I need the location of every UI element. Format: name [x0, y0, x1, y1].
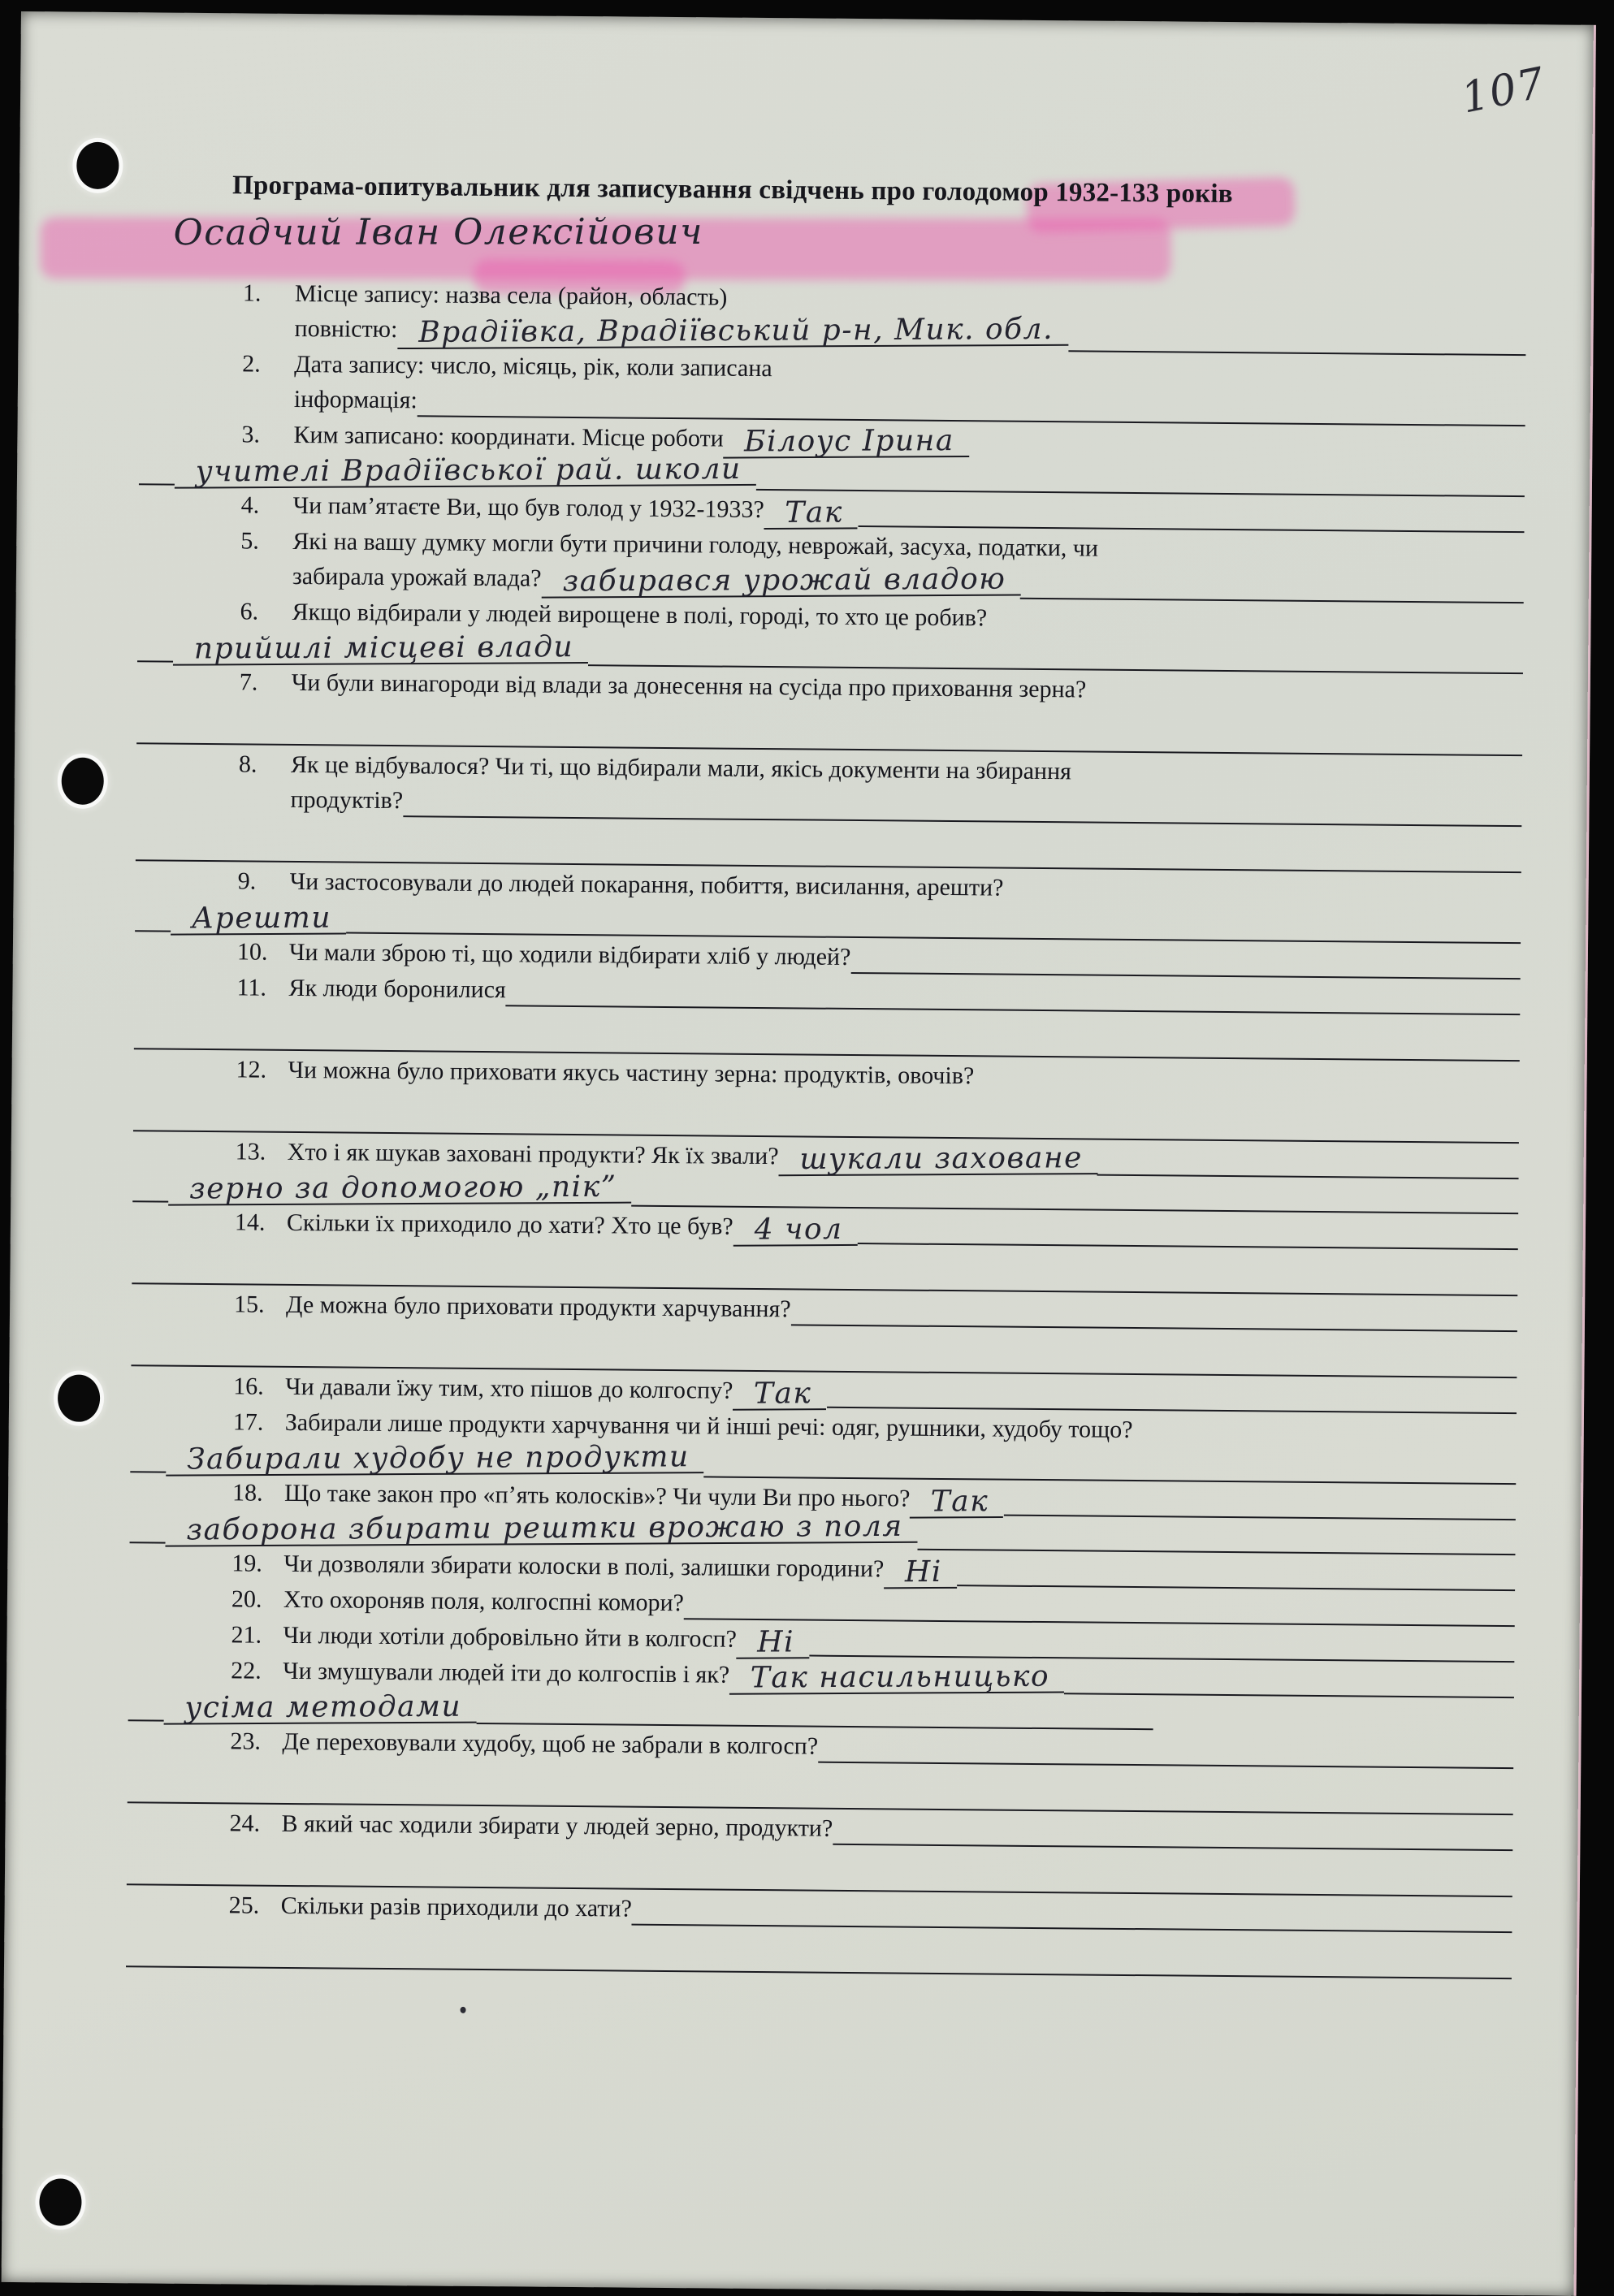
question-text: Чи люди хотіли добровільно йти в колгосп?: [283, 1621, 738, 1653]
question-block: [127, 1804, 1513, 1897]
question-list: [126, 274, 1526, 1979]
handwritten-answer: прийшлі місцеві влади: [173, 633, 588, 666]
question-number: 24.: [229, 1810, 261, 1837]
question-number: 23.: [230, 1727, 262, 1755]
handwritten-answer: Ні: [884, 1558, 957, 1589]
handwritten-answer: усіма методами: [163, 1693, 476, 1725]
document-title: Програма-опитувальник для записування свідчень про голодомор 1932-133 років: [231, 171, 1233, 210]
handwritten-answer: Ні: [737, 1628, 810, 1658]
question-number: 22.: [231, 1657, 262, 1684]
question-number: 15.: [233, 1291, 265, 1318]
handwritten-answer: зерно за допомогою „пік”: [168, 1173, 632, 1206]
question-text: Місце запису: назва села (район, область): [294, 279, 728, 311]
question-text: Хто охороняв поля, колгоспні комори?: [283, 1585, 685, 1617]
answer-line: [818, 1761, 1513, 1769]
form-content: [126, 168, 1527, 1980]
question-text: Чи були винагороди від влади за донесення на сусіда про приховання зерна?: [291, 668, 1087, 703]
answer-line: [132, 1200, 168, 1202]
handwritten-answer: Так насильницько: [729, 1663, 1064, 1695]
handwritten-answer: Так: [764, 498, 858, 530]
handwritten-answer: Забирали худобу не продукти: [166, 1442, 704, 1476]
ink-speck: [461, 2007, 466, 2013]
question-block: [140, 274, 1526, 356]
question-number: 2.: [242, 350, 261, 378]
question-block: [130, 1403, 1517, 1485]
answer-line: [130, 1541, 166, 1543]
punch-hole: [39, 2178, 82, 2225]
question-text: Якщо відбирали у людей вирощене в полі, городі, то хто це робив?: [292, 598, 988, 632]
question-text: Забирали лише продукти харчування чи й інші речі: одяг, рушники, худобу тощо?: [284, 1408, 1133, 1444]
handwritten-answer: Врадіївка, Врадіївський р-н, Мик. обл.: [397, 315, 1068, 349]
answer-line: [790, 1323, 1517, 1332]
question-block: [132, 1203, 1518, 1296]
question-block: [128, 1722, 1514, 1815]
question-text: Хто і як шукав заховані продукти? Як їх звали?: [287, 1138, 779, 1170]
answer-line: [403, 815, 1521, 827]
question-number: 18.: [231, 1479, 263, 1507]
question-block: [128, 1651, 1515, 1733]
question-number: 9.: [237, 867, 257, 895]
question-number: 21.: [231, 1621, 262, 1649]
question-number: 20.: [231, 1585, 262, 1613]
answer-line: [135, 929, 171, 932]
question-block: [126, 1886, 1512, 1979]
question-text: Дата запису: число, місяць, рік, коли записана: [294, 350, 772, 383]
question-text: продуктів?: [290, 785, 404, 815]
handwritten-answer: шукали заховане: [778, 1144, 1097, 1176]
question-number: 14.: [234, 1209, 266, 1236]
question-text: Ким записано: координати. Місце роботи: [293, 421, 724, 452]
answer-line: [833, 1843, 1512, 1851]
punch-hole: [61, 757, 104, 804]
answer-line: [126, 1965, 1512, 1979]
answer-blank-line: [126, 1932, 1512, 1979]
question-block: [130, 1473, 1517, 1555]
questionnaire-page: [2, 11, 1596, 2296]
question-text: забирала урожай влада?: [292, 562, 542, 592]
question-text: Скільки разів приходили до хати?: [280, 1892, 632, 1922]
handwritten-answer: 4 чол: [733, 1215, 857, 1247]
question-text: Чи дозволяли збирати колоски в полі, залишки городини?: [283, 1550, 885, 1583]
answer-line: [130, 1470, 166, 1472]
answer-line: [128, 1719, 164, 1721]
question-text: повністю:: [294, 314, 398, 344]
question-block: [132, 1132, 1519, 1214]
handwritten-answer: Арешти: [171, 904, 346, 936]
question-number: 5.: [240, 527, 259, 555]
question-number: 17.: [232, 1408, 264, 1436]
question-text: В який час ходили збирати у людей зерно, продукти?: [281, 1810, 833, 1842]
handwritten-answer: Так: [910, 1487, 1004, 1519]
question-text: Чи пам’ятаєте Ви, що був голод у 1932-1933?: [292, 491, 764, 524]
question-block: [137, 592, 1524, 674]
question-block: [136, 745, 1522, 873]
question-block: [136, 663, 1523, 756]
question-text: Де можна було приховати продукти харчування?: [285, 1291, 791, 1323]
answer-line: [139, 482, 175, 485]
question-text: Як це відбувалося? Чи ті, що відбирали мали, якісь документи на збирання: [290, 750, 1072, 785]
question-text: Чи змушували людей іти до колгоспів і як?: [283, 1657, 730, 1688]
handwritten-answer: Так: [733, 1379, 827, 1411]
question-text: Як люди боронилися: [288, 974, 506, 1004]
question-block: [139, 415, 1525, 497]
question-block: [140, 344, 1526, 426]
question-text: Чи мали зброю ті, що ходили відбирати хліб у людей?: [288, 938, 851, 971]
question-number: 6.: [240, 598, 259, 625]
question-number: 16.: [233, 1373, 264, 1400]
question-text: Чи давали їжу тим, хто пішов до колгоспу?: [285, 1373, 733, 1404]
question-number: 1.: [242, 279, 262, 307]
handwritten-answer: Білоус Ірина: [723, 426, 969, 459]
page-number-handwritten: 107: [1457, 58, 1551, 123]
question-text: Де переховували худобу, щоб не забрали в колгосп?: [282, 1727, 819, 1760]
question-number: 7.: [239, 668, 258, 696]
question-number: 3.: [241, 421, 261, 448]
question-text: Чи можна було приховати якусь частину зерна: продуктів, овочів?: [288, 1056, 975, 1090]
question-block: [133, 1050, 1520, 1144]
question-text: Чи застосовували до людей покарання, побиття, висилання, арешти?: [289, 867, 1004, 902]
question-number: 10.: [236, 938, 268, 966]
answer-line: [632, 1923, 1512, 1933]
respondent-name-row: [141, 202, 1527, 283]
question-number: 8.: [238, 750, 257, 778]
answer-line: [506, 1004, 1521, 1015]
question-text: інформація:: [293, 385, 418, 414]
respondent-name-handwritten: Осадчий Іван Олексійович: [173, 210, 704, 254]
question-block: [134, 968, 1521, 1062]
answer-line: [137, 659, 173, 662]
question-text: Що таке закон про «п’ять колосків»? Чи чули Ви про нього?: [283, 1479, 911, 1512]
handwritten-answer: забирався урожай владою: [541, 565, 1020, 599]
punch-hole: [58, 1374, 101, 1421]
question-number: 13.: [235, 1138, 266, 1165]
question-block: [138, 521, 1525, 603]
answer-line: [857, 1242, 1517, 1250]
question-text: Які на вашу думку могли бути причини голоду, неврожай, засуха, податки, чи: [292, 527, 1099, 562]
question-number: 25.: [228, 1892, 260, 1919]
question-number: 12.: [236, 1056, 267, 1083]
question-block: [135, 862, 1521, 944]
question-block: [131, 1285, 1517, 1378]
handwritten-answer: заборона збирати рештки врожаю з поля: [165, 1512, 917, 1547]
handwritten-answer: учителі Врадіївської рай. школи: [175, 455, 756, 489]
punch-hole: [76, 142, 119, 189]
question-number: 19.: [231, 1550, 262, 1577]
question-number: 11.: [236, 974, 267, 1001]
question-text: Скільки їх приходило до хати? Хто це був?: [286, 1209, 733, 1240]
question-number: 4.: [240, 491, 260, 519]
